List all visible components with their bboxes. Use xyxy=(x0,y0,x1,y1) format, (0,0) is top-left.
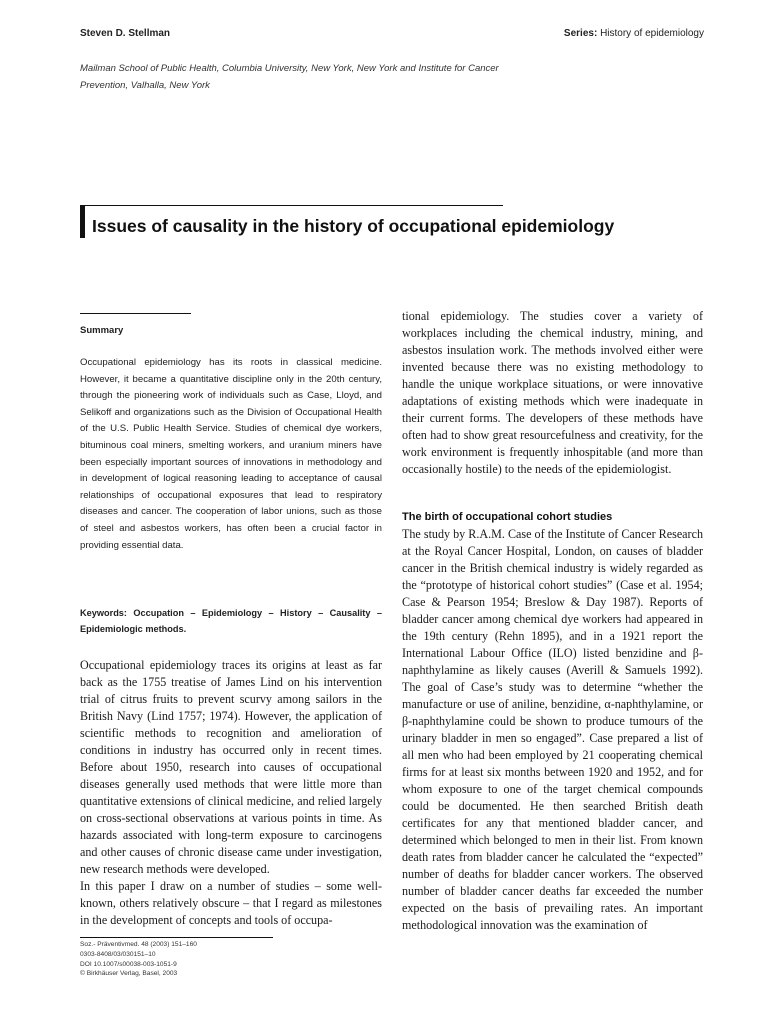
summary-rule xyxy=(80,313,191,314)
keywords xyxy=(80,605,382,637)
running-head-series xyxy=(564,28,704,39)
section-body: The study by R.A.M. Case of the Institute of Cancer Research at the Royal Cancer Hospital, London, on causes of bladder cancer in the British chemical industry is widely regarded as the “prototype of historical cohort studies” (Case et al. 1954; Case & Pearson 1954; Breslow & Day 1987). Reports of bladder cancer among chemical dye workers had appeared in the 19th century (Rehn 1895), and in a 1921 report the International Labour Office (ILO) listed benzidine and β-naphthylamine as likely causes (Averill & Samuels 1992). The goal of Case’s study was to determine “whether the manufacture or use of aniline, benzidine, α-naphthylamine, or β-naphthylamine could be shown to produce tumours of the urinary bladder in men so engaged”. Case prepared a list of all men who had been employed by 21 cooperating chemical firms for at least six months between 1920 and 1952, and for whom exposure to one of the target chemical compounds could be documented. He then searched British death certificates for any that mentioned bladder cancer, and determined which belonged to men in their list. From known death rates from bladder cancer he calculated the “expected” number of deaths for bladder cancer workers. The observed number of bladder cancer deaths far exceeded the number expected on the basis of prevailing rates. An important methodological innovation was the examination of xyxy=(402,527,703,932)
footer-rule xyxy=(80,937,273,938)
footer-copyright: © Birkhäuser Verlag, Basel, 2003 xyxy=(80,970,178,978)
body-paragraph: In this paper I draw on a number of studies – some well-known, others relatively obscure – that I regard as milestones in the development of concepts and tools of occupa- xyxy=(80,879,382,927)
series-label: Series: xyxy=(563,28,598,39)
title-rule-vertical xyxy=(80,206,85,238)
publication-footer xyxy=(80,940,197,979)
footer-journal: Soz.- Präventivmed. 48 (2003) 151–160 xyxy=(80,941,197,948)
keywords-label: Keywords: xyxy=(80,608,127,618)
author-affiliation: Mailman School of Public Health, Columbia University, New York, New York and Institute for Cancer Prevention, Valhalla, New York xyxy=(80,63,499,91)
title-rule-horizontal xyxy=(80,205,503,206)
running-head-author: Steven D. Stellman xyxy=(80,28,171,39)
summary-text: Occupational epidemiology has its roots in classical medicine. However, it became a quantitative discipline only in the 20th century, through the pioneering work of individuals such as Case, Lloyd, and Selikoff and organizations such as the Division of Occupational Health of the U.S. Public Health Service. Studies of chemical dye workers, bituminous coal miners, smelting workers, and uranium miners have been especially important sources of innovations in methodology and in development of logical reasoning leading to acceptance of causal relationships of occupational exposures that lead to respiratory diseases and cancer. The cooperation of labor unions, such as those of steel and asbestos workers, has often been a crucial factor in providing essential data. xyxy=(80,357,382,551)
body-right-intro: tional epidemiology. The studies cover a variety of workplaces including the chemical industry, mining, and asbestos insulation work. The methods involved either were invented because there was no existing methodology to handle the unique workplace situations, or were innovative adaptations of existing methods which were inadequate in their current forms. The developers of these methods have often had to show great resourcefulness and creativity, for the work environment is frequently inhospitable (and more than occasionally hostile) to the needs of the epidemiologist. xyxy=(402,309,703,476)
keywords-text: Occupation – Epidemiology – History – Causality – Epidemiologic methods. xyxy=(80,608,382,634)
section-heading: The birth of occupational cohort studies xyxy=(402,511,613,523)
footer-doi: DOI 10.1007/s00038-003-1051-9 xyxy=(80,960,177,968)
body-left-column xyxy=(80,657,382,929)
summary-heading: Summary xyxy=(80,325,124,336)
footer-issn: 0303-8408/03/030151–10 xyxy=(80,950,156,958)
body-paragraph: Occupational epidemiology traces its origins at least as far back as the 1755 treatise of James Lind on his intervention trial of citrus fruits to prevent scurvy among sailors in the British Navy (Lind 1757; 1974). However, the application of scientific methods to recognition and amelioration of conditions in industry has occurred only in recent times. Before about 1950, research into causes of occupational diseases generally used methods that were little more than quantitative extensions of clinical medicine, and relied largely on cross-sectional observations at various points in time. As hazards associated with long-term exposure to carcinogens and other causes of chronic disease came under investigation, new research methods were developed. xyxy=(80,658,382,876)
article-title: Issues of causality in the history of occupational epidemiology xyxy=(92,216,615,236)
series-value: History of epidemiology xyxy=(600,28,704,39)
